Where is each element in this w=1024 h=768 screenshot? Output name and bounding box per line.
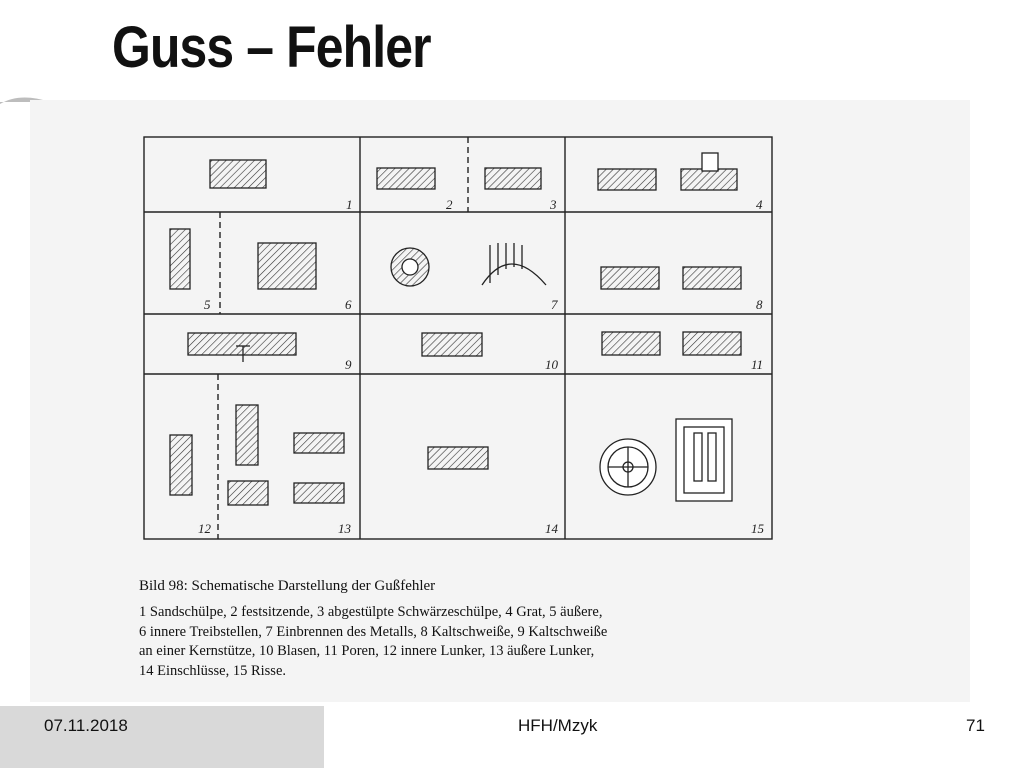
figure-number: 4 bbox=[756, 197, 763, 212]
slide-title: Guss – Fehler bbox=[112, 15, 431, 80]
figure-number: 6 bbox=[345, 297, 352, 312]
figure-number: 14 bbox=[545, 521, 558, 536]
figure-number: 7 bbox=[551, 297, 558, 312]
caption-title: Bild 98: Schematische Darstellung der Gußfehler bbox=[139, 578, 436, 594]
caption-line: 1 Sandschülpe, 2 festsitzende, 3 abgestülpte Schwärzeschülpe, 4 Grat, 5 äußere, bbox=[139, 604, 603, 620]
figure-number: 10 bbox=[545, 357, 558, 372]
caption-line: an einer Kernstütze, 10 Blasen, 11 Poren, 12 innere Lunker, 13 äußere Lunker, bbox=[139, 643, 595, 659]
figure-number: 1 bbox=[346, 197, 353, 212]
figure-number: 3 bbox=[550, 197, 557, 212]
figure-number: 15 bbox=[751, 521, 764, 536]
figure-number: 12 bbox=[198, 521, 211, 536]
figure-number: 2 bbox=[446, 197, 453, 212]
figure-caption bbox=[139, 578, 779, 681]
casting-defects-figure bbox=[140, 133, 780, 545]
footer-page-number: 71 bbox=[966, 716, 985, 735]
figure-number: 8 bbox=[756, 297, 763, 312]
footer-date: 07.11.2018 bbox=[44, 716, 128, 735]
figure-number: 13 bbox=[338, 521, 351, 536]
figure-number: 11 bbox=[751, 357, 764, 372]
figure-number: 5 bbox=[204, 297, 211, 312]
caption-legend bbox=[139, 603, 779, 681]
figure-number: 9 bbox=[345, 357, 352, 372]
caption-line: 6 innere Treibstellen, 7 Einbrennen des Metalls, 8 Kaltschweiße, 9 Kaltschweiße bbox=[139, 623, 608, 640]
caption-line: 14 Einschlüsse, 15 Risse. bbox=[139, 662, 287, 679]
footer-author: HFH/Mzyk bbox=[518, 716, 598, 735]
